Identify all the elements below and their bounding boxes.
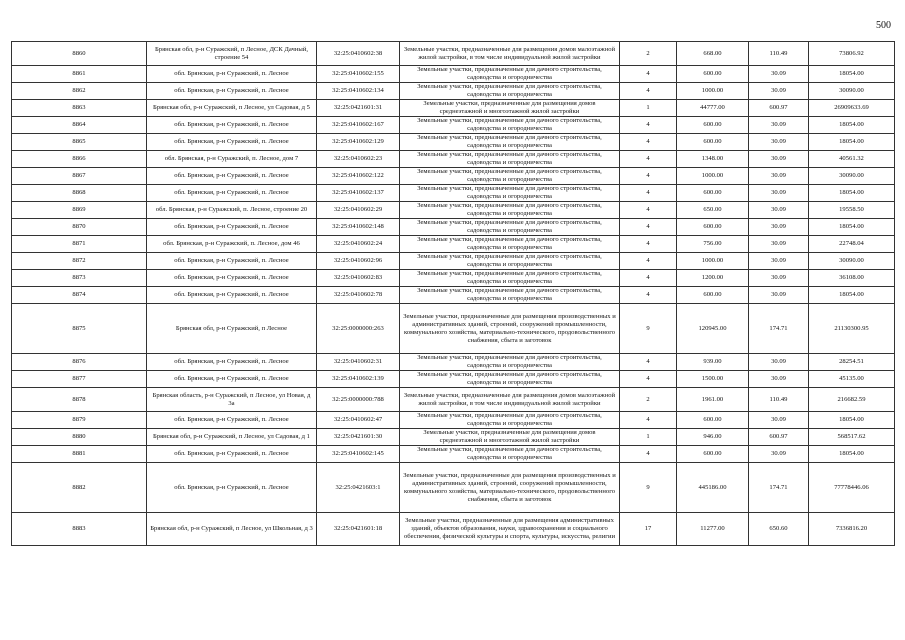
table-row	[12, 253, 895, 270]
table-row	[12, 151, 895, 168]
address-cell: обл. Брянская, р-н Суражский, п. Лесное	[147, 253, 317, 270]
area-cell: 1348.00	[677, 151, 749, 168]
cadastral-value-cell: 216682.59	[809, 388, 895, 412]
cadastral-value-cell: 77778446.06	[809, 463, 895, 513]
specific-value-cell: 174.71	[749, 463, 809, 513]
specific-value-cell: 600.97	[749, 100, 809, 117]
group-cell: 1	[620, 429, 677, 446]
area-cell: 1000.00	[677, 168, 749, 185]
address-cell: обл. Брянская, р-н Суражский, п. Лесное	[147, 219, 317, 236]
address-cell: обл. Брянская, р-н Суражский, п. Лесное	[147, 463, 317, 513]
table-row	[12, 429, 895, 446]
address-cell: обл. Брянская, р-н Суражский, п. Лесное, дом 46	[147, 236, 317, 253]
land-use-cell: Земельные участки, предназначенные для дачного строительства, садоводства и огородничества	[400, 185, 620, 202]
table-row	[12, 270, 895, 287]
row-number: 8882	[12, 463, 147, 513]
address-cell: обл. Брянская, р-н Суражский, п. Лесное	[147, 446, 317, 463]
land-use-cell: Земельные участки, предназначенные для дачного строительства, садоводства и огородничества	[400, 117, 620, 134]
table-row	[12, 117, 895, 134]
cadastral-number-cell: 32:25:0410602:78	[317, 287, 400, 304]
specific-value-cell: 30.09	[749, 134, 809, 151]
row-number: 8873	[12, 270, 147, 287]
address-cell: Брянская обл, р-н Суражский, п Лесное	[147, 304, 317, 354]
land-use-cell: Земельные участки, предназначенные для дачного строительства, садоводства и огородничества	[400, 202, 620, 219]
group-cell: 4	[620, 446, 677, 463]
table-row	[12, 388, 895, 412]
specific-value-cell: 600.97	[749, 429, 809, 446]
table-row	[12, 66, 895, 83]
address-cell: обл. Брянская, р-н Суражский, п. Лесное	[147, 134, 317, 151]
group-cell: 4	[620, 66, 677, 83]
cadastral-number-cell: 32:25:0410602:139	[317, 371, 400, 388]
group-cell: 4	[620, 168, 677, 185]
area-cell: 600.00	[677, 185, 749, 202]
table-row	[12, 219, 895, 236]
address-cell: Брянская обл, р-н Суражский, п Лесное, ул Садовая, д 5	[147, 100, 317, 117]
group-cell: 4	[620, 371, 677, 388]
specific-value-cell: 30.09	[749, 219, 809, 236]
row-number: 8877	[12, 371, 147, 388]
land-use-cell: Земельные участки, предназначенные для размещения домов среднеэтажной и многоэтажной жилой застройки	[400, 429, 620, 446]
area-cell: 600.00	[677, 287, 749, 304]
cadastral-number-cell: 32:25:0000000:263	[317, 304, 400, 354]
table-row	[12, 287, 895, 304]
cadastral-value-cell: 19558.50	[809, 202, 895, 219]
area-cell: 1961.00	[677, 388, 749, 412]
group-cell: 1	[620, 100, 677, 117]
table-row	[12, 513, 895, 546]
land-use-cell: Земельные участки, предназначенные для дачного строительства, садоводства и огородничества	[400, 446, 620, 463]
cadastral-value-cell: 7336816.20	[809, 513, 895, 546]
cadastral-value-cell: 18054.00	[809, 117, 895, 134]
cadastral-value-cell: 21130300.95	[809, 304, 895, 354]
group-cell: 4	[620, 202, 677, 219]
table-row	[12, 446, 895, 463]
cadastral-number-cell: 32:25:0410602:122	[317, 168, 400, 185]
row-number: 8876	[12, 354, 147, 371]
row-number: 8871	[12, 236, 147, 253]
row-number: 8880	[12, 429, 147, 446]
specific-value-cell: 30.09	[749, 412, 809, 429]
specific-value-cell: 110.49	[749, 42, 809, 66]
table-row	[12, 412, 895, 429]
table-row	[12, 202, 895, 219]
land-use-cell: Земельные участки, предназначенные для размещения домов среднеэтажной и многоэтажной жилой застройки	[400, 100, 620, 117]
area-cell: 600.00	[677, 134, 749, 151]
row-number: 8875	[12, 304, 147, 354]
cadastral-value-cell: 30090.00	[809, 83, 895, 100]
land-use-cell: Земельные участки, предназначенные для дачного строительства, садоводства и огородничества	[400, 287, 620, 304]
group-cell: 4	[620, 151, 677, 168]
row-number: 8862	[12, 83, 147, 100]
cadastral-number-cell: 32:25:0410602:31	[317, 354, 400, 371]
cadastral-value-cell: 18054.00	[809, 287, 895, 304]
specific-value-cell: 30.09	[749, 446, 809, 463]
address-cell: обл. Брянская, р-н Суражский, п. Лесное, строение 20	[147, 202, 317, 219]
cadastral-number-cell: 32:25:0410602:155	[317, 66, 400, 83]
row-number: 8874	[12, 287, 147, 304]
address-cell: обл. Брянская, р-н Суражский, п. Лесное	[147, 66, 317, 83]
land-use-cell: Земельные участки, предназначенные для дачного строительства, садоводства и огородничества	[400, 354, 620, 371]
specific-value-cell: 30.09	[749, 236, 809, 253]
area-cell: 600.00	[677, 117, 749, 134]
cadastral-value-cell: 30090.00	[809, 253, 895, 270]
address-cell: обл. Брянская, р-н Суражский, п. Лесное	[147, 270, 317, 287]
cadastral-value-cell: 18054.00	[809, 446, 895, 463]
cadastral-value-cell: 22748.04	[809, 236, 895, 253]
cadastral-number-cell: 32:25:0410602:83	[317, 270, 400, 287]
land-use-cell: Земельные участки, предназначенные для размещения производственных и административных зданий, строений, сооружений промышленности, коммунального хозяйства, материально-технического, продовольственного снабжения, сбыта и заготовок	[400, 304, 620, 354]
specific-value-cell: 30.09	[749, 202, 809, 219]
area-cell: 11277.00	[677, 513, 749, 546]
address-cell: обл. Брянская, р-н Суражский, п. Лесное	[147, 287, 317, 304]
cadastral-number-cell: 32:25:0410602:24	[317, 236, 400, 253]
specific-value-cell: 30.09	[749, 83, 809, 100]
group-cell: 2	[620, 42, 677, 66]
specific-value-cell: 30.09	[749, 371, 809, 388]
specific-value-cell: 30.09	[749, 66, 809, 83]
address-cell: Брянская обл, р-н Суражский, п Лесное, ул Школьная, д 3	[147, 513, 317, 546]
row-number: 8883	[12, 513, 147, 546]
land-use-cell: Земельные участки, предназначенные для дачного строительства, садоводства и огородничества	[400, 151, 620, 168]
group-cell: 4	[620, 236, 677, 253]
address-cell: обл. Брянская, р-н Суражский, п. Лесное	[147, 185, 317, 202]
area-cell: 600.00	[677, 219, 749, 236]
specific-value-cell: 174.71	[749, 304, 809, 354]
cadastral-number-cell: 32:25:0410602:145	[317, 446, 400, 463]
land-use-cell: Земельные участки, предназначенные для дачного строительства, садоводства и огородничества	[400, 134, 620, 151]
area-cell: 600.00	[677, 446, 749, 463]
land-use-cell: Земельные участки, предназначенные для дачного строительства, садоводства и огородничества	[400, 83, 620, 100]
cadastral-number-cell: 32:25:0410602:167	[317, 117, 400, 134]
land-use-cell: Земельные участки, предназначенные для дачного строительства, садоводства и огородничества	[400, 371, 620, 388]
area-cell: 1000.00	[677, 253, 749, 270]
cadastral-number-cell: 32:25:0421601:18	[317, 513, 400, 546]
table-row	[12, 134, 895, 151]
cadastral-value-cell: 28254.51	[809, 354, 895, 371]
group-cell: 2	[620, 388, 677, 412]
area-cell: 600.00	[677, 66, 749, 83]
specific-value-cell: 30.09	[749, 185, 809, 202]
row-number: 8867	[12, 168, 147, 185]
table-row	[12, 371, 895, 388]
cadastral-number-cell: 32:25:0421603:1	[317, 463, 400, 513]
cadastral-value-cell: 568517.62	[809, 429, 895, 446]
cadastral-value-cell: 36108.00	[809, 270, 895, 287]
group-cell: 4	[620, 83, 677, 100]
area-cell: 946.00	[677, 429, 749, 446]
row-number: 8865	[12, 134, 147, 151]
table-row	[12, 463, 895, 513]
address-cell: обл. Брянская, р-н Суражский, п. Лесное	[147, 168, 317, 185]
group-cell: 4	[620, 219, 677, 236]
cadastral-number-cell: 32:25:0410602:38	[317, 42, 400, 66]
table-row	[12, 168, 895, 185]
cadastral-number-cell: 32:25:0410602:148	[317, 219, 400, 236]
address-cell: Брянская обл, р-н Суражский, п Лесное, ул Садовая, д 1	[147, 429, 317, 446]
address-cell: Брянская обл, р-н Суражский, п Лесное, ДСК Дачный, строение 54	[147, 42, 317, 66]
table-row	[12, 185, 895, 202]
land-use-cell: Земельные участки, предназначенные для дачного строительства, садоводства и огородничества	[400, 219, 620, 236]
cadastral-value-cell: 73806.92	[809, 42, 895, 66]
group-cell: 9	[620, 304, 677, 354]
group-cell: 4	[620, 354, 677, 371]
row-number: 8879	[12, 412, 147, 429]
address-cell: Брянская область, р-н Суражский, п Лесное, ул Новая, д 3а	[147, 388, 317, 412]
cadastral-number-cell: 32:25:0000000:788	[317, 388, 400, 412]
cadastral-number-cell: 32:25:0410602:134	[317, 83, 400, 100]
cadastral-number-cell: 32:25:0421601:31	[317, 100, 400, 117]
group-cell: 4	[620, 253, 677, 270]
area-cell: 668.00	[677, 42, 749, 66]
land-use-cell: Земельные участки, предназначенные для дачного строительства, садоводства и огородничества	[400, 412, 620, 429]
specific-value-cell: 30.09	[749, 117, 809, 134]
table-row	[12, 83, 895, 100]
specific-value-cell: 30.09	[749, 287, 809, 304]
row-number: 8872	[12, 253, 147, 270]
cadastral-number-cell: 32:25:0410602:137	[317, 185, 400, 202]
cadastral-value-cell: 40561.32	[809, 151, 895, 168]
area-cell: 600.00	[677, 412, 749, 429]
table-row	[12, 354, 895, 371]
table-row	[12, 304, 895, 354]
area-cell: 1000.00	[677, 83, 749, 100]
cadastral-value-cell: 18054.00	[809, 412, 895, 429]
land-use-cell: Земельные участки, предназначенные для дачного строительства, садоводства и огородничества	[400, 270, 620, 287]
area-cell: 44777.00	[677, 100, 749, 117]
row-number: 8881	[12, 446, 147, 463]
table-body	[12, 42, 895, 546]
address-cell: обл. Брянская, р-н Суражский, п. Лесное, дом 7	[147, 151, 317, 168]
row-number: 8868	[12, 185, 147, 202]
specific-value-cell: 30.09	[749, 354, 809, 371]
cadastral-number-cell: 32:25:0410602:47	[317, 412, 400, 429]
row-number: 8866	[12, 151, 147, 168]
group-cell: 9	[620, 463, 677, 513]
specific-value-cell: 30.09	[749, 270, 809, 287]
land-use-cell: Земельные участки, предназначенные для размещения домов малоэтажной жилой застройки, в том числе индивидуальной жилой застройки	[400, 388, 620, 412]
cadastral-value-cell: 18054.00	[809, 66, 895, 83]
group-cell: 17	[620, 513, 677, 546]
row-number: 8864	[12, 117, 147, 134]
cadastral-value-cell: 45135.00	[809, 371, 895, 388]
address-cell: обл. Брянская, р-н Суражский, п. Лесное	[147, 83, 317, 100]
area-cell: 650.00	[677, 202, 749, 219]
cadastral-number-cell: 32:25:0410602:29	[317, 202, 400, 219]
land-use-cell: Земельные участки, предназначенные для дачного строительства, садоводства и огородничества	[400, 66, 620, 83]
land-use-cell: Земельные участки, предназначенные для размещения производственных и административных зданий, строений, сооружений промышленности, коммунального хозяйства, материально-технического, продовольственного снабжения, сбыта и заготовок	[400, 463, 620, 513]
row-number: 8860	[12, 42, 147, 66]
specific-value-cell: 30.09	[749, 168, 809, 185]
area-cell: 445186.00	[677, 463, 749, 513]
group-cell: 4	[620, 134, 677, 151]
cadastral-value-cell: 30090.00	[809, 168, 895, 185]
specific-value-cell: 30.09	[749, 253, 809, 270]
group-cell: 4	[620, 412, 677, 429]
address-cell: обл. Брянская, р-н Суражский, п. Лесное	[147, 354, 317, 371]
table-row	[12, 42, 895, 66]
land-use-cell: Земельные участки, предназначенные для дачного строительства, садоводства и огородничества	[400, 253, 620, 270]
row-number: 8870	[12, 219, 147, 236]
row-number: 8863	[12, 100, 147, 117]
cadastral-number-cell: 32:25:0410602:96	[317, 253, 400, 270]
row-number: 8869	[12, 202, 147, 219]
cadastral-value-cell: 18054.00	[809, 185, 895, 202]
cadastral-value-cell: 18054.00	[809, 134, 895, 151]
cadastral-value-cell: 18054.00	[809, 219, 895, 236]
specific-value-cell: 650.60	[749, 513, 809, 546]
specific-value-cell: 30.09	[749, 151, 809, 168]
cadastral-value-table	[11, 41, 895, 546]
group-cell: 4	[620, 117, 677, 134]
cadastral-number-cell: 32:25:0410602:129	[317, 134, 400, 151]
area-cell: 756.00	[677, 236, 749, 253]
area-cell: 1200.00	[677, 270, 749, 287]
specific-value-cell: 110.49	[749, 388, 809, 412]
page-number: 500	[876, 20, 891, 31]
row-number: 8878	[12, 388, 147, 412]
cadastral-value-cell: 26909633.69	[809, 100, 895, 117]
land-use-cell: Земельные участки, предназначенные для дачного строительства, садоводства и огородничества	[400, 236, 620, 253]
land-use-cell: Земельные участки, предназначенные для размещения административных зданий, объектов образования, науки, здравоохранения и социального обеспечения, физической культуры и спорта, культуры, искусства, религии	[400, 513, 620, 546]
table-row	[12, 236, 895, 253]
table-row	[12, 100, 895, 117]
row-number: 8861	[12, 66, 147, 83]
address-cell: обл. Брянская, р-н Суражский, п. Лесное	[147, 371, 317, 388]
cadastral-number-cell: 32:25:0410602:23	[317, 151, 400, 168]
group-cell: 4	[620, 287, 677, 304]
address-cell: обл. Брянская, р-н Суражский, п. Лесное	[147, 117, 317, 134]
group-cell: 4	[620, 185, 677, 202]
land-use-cell: Земельные участки, предназначенные для дачного строительства, садоводства и огородничества	[400, 168, 620, 185]
group-cell: 4	[620, 270, 677, 287]
address-cell: обл. Брянская, р-н Суражский, п. Лесное	[147, 412, 317, 429]
area-cell: 120945.00	[677, 304, 749, 354]
area-cell: 939.00	[677, 354, 749, 371]
cadastral-number-cell: 32:25:0421601:30	[317, 429, 400, 446]
land-use-cell: Земельные участки, предназначенные для размещения домов малоэтажной жилой застройки, в том числе индивидуальной жилой застройки	[400, 42, 620, 66]
area-cell: 1500.00	[677, 371, 749, 388]
